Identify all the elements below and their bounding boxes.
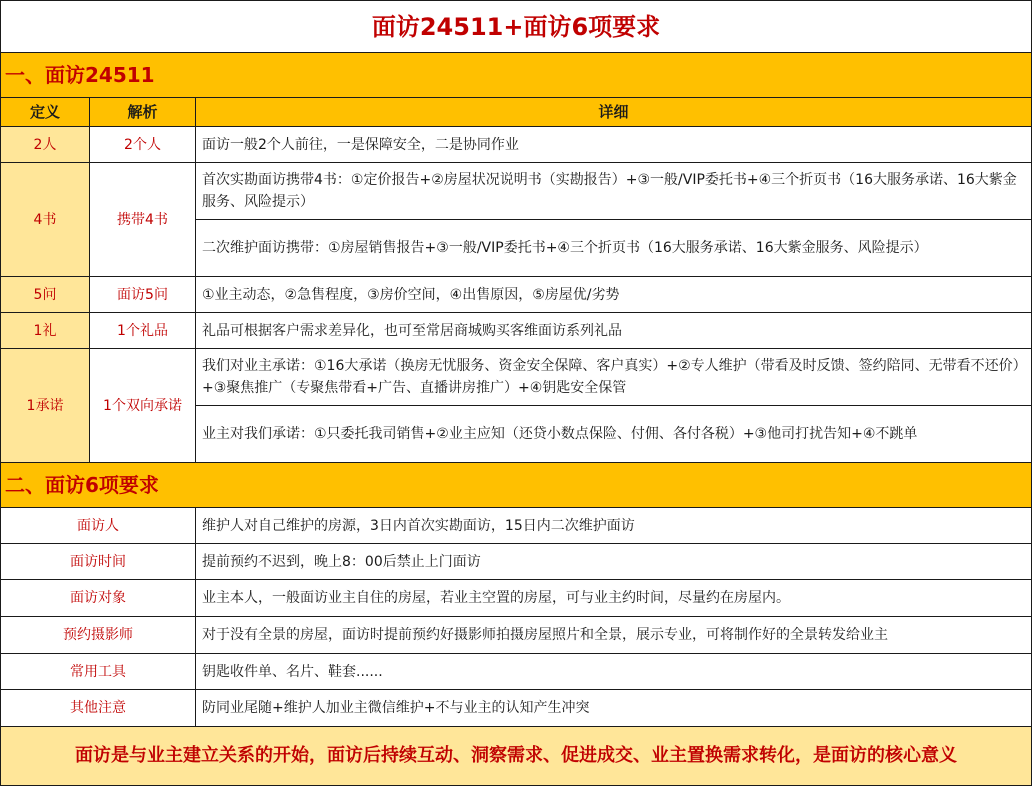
row-detail: 首次实勘面访携带4书：①定价报告+②房屋状况说明书（实勘报告）+③一般/VIP委托书+④三个折页书（16大服务承诺、16大紫金服务、风险提示） — [196, 163, 1032, 220]
table-row — [1, 690, 1032, 727]
row-analysis: 携带4书 — [90, 163, 196, 277]
row-detail: ①业主动态，②急售程度，③房价空间，④出售原因，⑤房屋优/劣势 — [196, 277, 1032, 313]
row-analysis: 1个双向承诺 — [90, 349, 196, 463]
row-define: 4书 — [1, 163, 90, 277]
title-row — [1, 1, 1032, 53]
section-row-2 — [1, 463, 1032, 508]
requirement-detail: 维护人对自己维护的房源，3日内首次实勘面访，15日内二次维护面访 — [196, 508, 1032, 544]
row-analysis: 2个人 — [90, 127, 196, 163]
header-define: 定义 — [1, 98, 90, 127]
requirement-label: 常用工具 — [1, 654, 196, 690]
table-row — [1, 508, 1032, 544]
table-row — [1, 654, 1032, 690]
row-detail: 面访一般2个人前往，一是保障安全，二是协同作业 — [196, 127, 1032, 163]
row-define: 2人 — [1, 127, 90, 163]
table-row — [1, 617, 1032, 654]
table-row — [1, 349, 1032, 406]
requirement-detail: 提前预约不迟到，晚上8：00后禁止上门面访 — [196, 544, 1032, 580]
requirement-label: 面访对象 — [1, 580, 196, 617]
row-define: 1承诺 — [1, 349, 90, 463]
row-define: 1礼 — [1, 313, 90, 349]
section-heading-1: 一、面访24511 — [1, 53, 1032, 98]
row-detail: 我们对业主承诺：①16大承诺（换房无忧服务、资金安全保障、客户真实）+②专人维护（带看及时反馈、签约陪同、无带看不还价）+③聚焦推广（专聚焦带看+广告、直播讲房推广）+④钥匙安全保管 — [196, 349, 1032, 406]
requirement-detail: 防同业尾随+维护人加业主微信维护+不与业主的认知产生冲突 — [196, 690, 1032, 727]
section-heading-2: 二、面访6项要求 — [1, 463, 1032, 508]
table-row — [1, 544, 1032, 580]
table-row — [1, 277, 1032, 313]
header-detail: 详细 — [196, 98, 1032, 127]
row-detail: 二次维护面访携带：①房屋销售报告+③一般/VIP委托书+④三个折页书（16大服务承诺、16大紫金服务、风险提示） — [196, 220, 1032, 277]
footer-row — [1, 727, 1032, 786]
requirement-label: 预约摄影师 — [1, 617, 196, 654]
table-row — [1, 313, 1032, 349]
table-row — [1, 127, 1032, 163]
row-analysis: 面访5问 — [90, 277, 196, 313]
requirement-detail: 业主本人，一般面访业主自住的房屋，若业主空置的房屋，可与业主约时间，尽量约在房屋内。 — [196, 580, 1032, 617]
footer-summary: 面访是与业主建立关系的开始，面访后持续互动、洞察需求、促进成交、业主置换需求转化，是面访的核心意义 — [1, 727, 1032, 786]
row-detail: 业主对我们承诺：①只委托我司销售+②业主应知（还贷小数点保险、付佣、各付各税）+③他司打扰告知+④不跳单 — [196, 406, 1032, 463]
row-define: 5问 — [1, 277, 90, 313]
requirement-label: 面访时间 — [1, 544, 196, 580]
requirement-detail: 对于没有全景的房屋，面访时提前预约好摄影师拍摄房屋照片和全景，展示专业，可将制作好的全景转发给业主 — [196, 617, 1032, 654]
header-analysis: 解析 — [90, 98, 196, 127]
requirement-label: 面访人 — [1, 508, 196, 544]
table-row — [1, 580, 1032, 617]
section-row-1 — [1, 53, 1032, 98]
table-row — [1, 163, 1032, 220]
row-detail: 礼品可根据客户需求差异化，也可至常居商城购买客维面访系列礼品 — [196, 313, 1032, 349]
requirement-detail: 钥匙收件单、名片、鞋套...... — [196, 654, 1032, 690]
column-header-row — [1, 98, 1032, 127]
row-analysis: 1个礼品 — [90, 313, 196, 349]
requirement-label: 其他注意 — [1, 690, 196, 727]
sheet-title: 面访24511+面访6项要求 — [1, 1, 1032, 53]
